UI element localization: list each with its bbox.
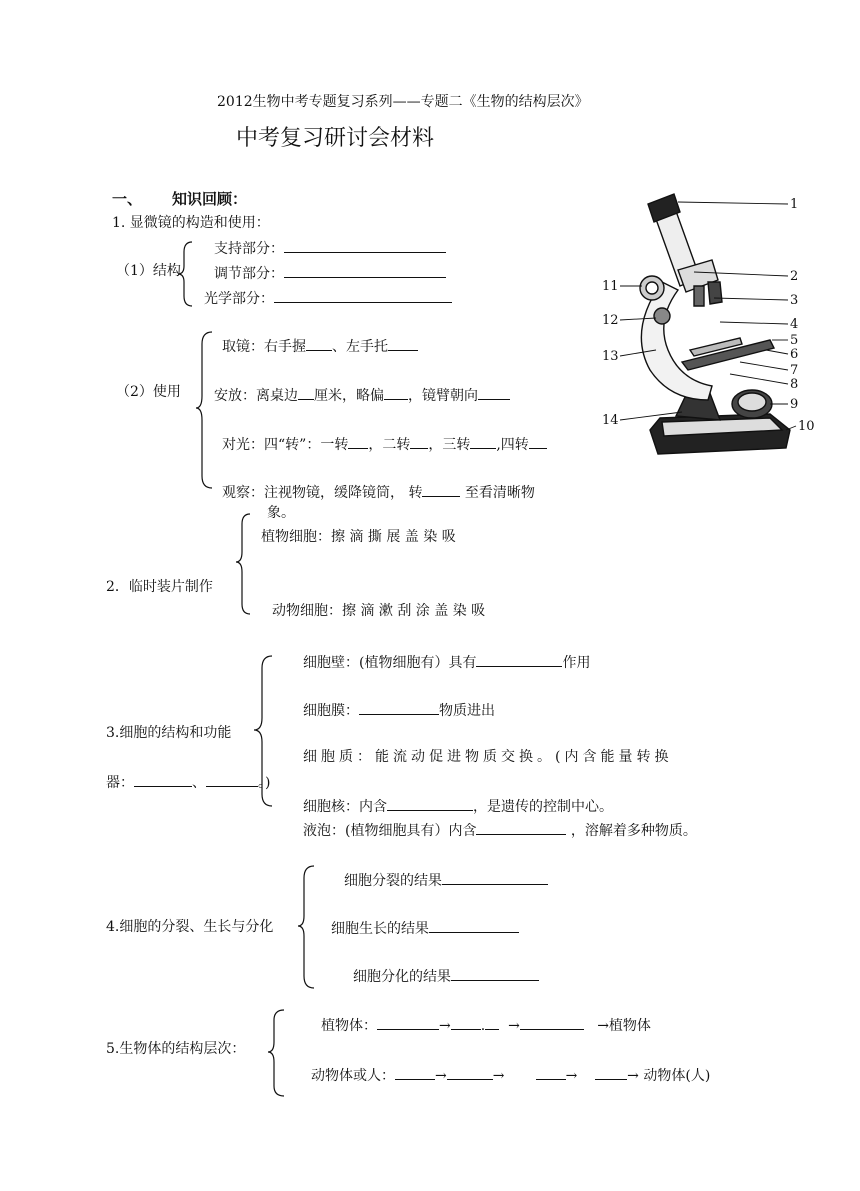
plant-level-blank-1[interactable] <box>377 1015 439 1030</box>
division-blank[interactable] <box>442 870 548 885</box>
label-4: 4 <box>790 317 799 332</box>
differentiation-text: 细胞分化的结果 <box>353 969 451 985</box>
take-step <box>222 336 418 356</box>
cell-membrane-row <box>303 700 495 720</box>
label-3: 3 <box>790 293 799 308</box>
optical-label: 光学部分： <box>204 291 274 307</box>
nucleus-text: 细胞核：内含 <box>303 799 387 815</box>
light-text-c: ，三转 <box>428 437 471 453</box>
cell-wall-blank[interactable] <box>476 652 562 667</box>
take-blank-1[interactable] <box>306 336 332 351</box>
organelle-text-c: 。) <box>258 775 271 791</box>
page-title: 中考复习研讨会材料 <box>236 126 435 151</box>
arrow-icon: → <box>492 1068 505 1084</box>
optical-blank[interactable] <box>274 288 452 303</box>
label-6: 6 <box>790 347 799 362</box>
arrow-icon: → <box>435 1068 447 1084</box>
q4-brace <box>296 864 318 990</box>
nucleus-row <box>303 796 613 816</box>
label-10: 10 <box>798 419 815 434</box>
division-row <box>344 870 548 890</box>
light-blank-2[interactable] <box>410 434 428 449</box>
vacuole-blank[interactable] <box>476 820 566 835</box>
organelle-text-b: 、 <box>192 775 206 791</box>
place-blank-1[interactable] <box>298 385 314 400</box>
plant-levels-row: 植物体： → . → →植物体 <box>321 1015 651 1035</box>
organelle-blank-2[interactable] <box>206 772 258 787</box>
q5-brace <box>266 1008 288 1098</box>
adjust-part <box>214 263 446 283</box>
organelle-text: 器： <box>106 775 134 791</box>
plant-levels-end: →植物体 <box>597 1018 651 1034</box>
observe-step <box>222 482 535 502</box>
light-text-a: 对光：四“转”：一转 <box>222 437 349 453</box>
cell-wall-text-b: 作用 <box>562 655 591 671</box>
animal-level-blank-2[interactable] <box>447 1065 493 1080</box>
place-text-a: 安放：离桌边 <box>214 388 298 404</box>
arrow-icon: → <box>565 1068 578 1084</box>
place-blank-2[interactable] <box>384 385 408 400</box>
animal-levels-row <box>311 1065 710 1085</box>
take-text-a: 取镜：右手握 <box>222 339 306 355</box>
place-text-c: ，镜臂朝向 <box>408 388 478 404</box>
animal-level-blank-4[interactable] <box>595 1065 627 1080</box>
growth-blank[interactable] <box>429 918 519 933</box>
adjust-blank[interactable] <box>284 263 446 278</box>
label-14: 14 <box>602 413 619 428</box>
light-text-b: ，二转 <box>368 437 411 453</box>
label-12: 12 <box>602 313 619 328</box>
support-label: 支持部分： <box>214 241 284 257</box>
label-11: 11 <box>602 279 619 294</box>
cell-membrane-text: 细胞膜： <box>303 703 359 719</box>
observe-text-b: 至看清晰物 <box>464 485 535 501</box>
take-blank-2[interactable] <box>388 336 418 351</box>
animal-cell-steps: 动物细胞：擦 滴 漱 刮 涂 盖 染 吸 <box>272 603 486 619</box>
q2-label: 2．临时装片制作 <box>106 579 213 595</box>
cell-wall-row <box>303 652 590 672</box>
use-label: （2）使用 <box>116 384 181 400</box>
label-5: 5 <box>790 333 799 348</box>
structure-label: （1）结构 <box>116 263 181 279</box>
differentiation-blank[interactable] <box>451 966 539 981</box>
plant-level-blank-2[interactable] <box>451 1015 481 1030</box>
arrow-icon: → <box>439 1018 451 1034</box>
nucleus-text-b: ，是遗传的控制中心。 <box>473 799 613 815</box>
q1-heading: 1. 显微镜的构造和使用： <box>112 215 270 231</box>
place-step <box>214 385 510 405</box>
animal-level-blank-1[interactable] <box>395 1065 435 1080</box>
place-text-b: 厘米，略偏 <box>314 388 384 404</box>
label-9: 9 <box>790 397 799 412</box>
light-step <box>222 434 547 454</box>
section-heading: 知识回顾： <box>172 190 248 208</box>
label-2: 2 <box>790 269 799 284</box>
q2-brace <box>234 512 254 616</box>
adjust-label: 调节部分： <box>214 266 284 282</box>
microscope-diagram <box>590 190 840 470</box>
q4-label: 4.细胞的分裂、生长与分化 <box>106 919 274 935</box>
organelle-row <box>106 772 270 792</box>
light-blank-1[interactable] <box>348 434 368 449</box>
q3-label: 3.细胞的结构和功能 <box>106 725 232 741</box>
differentiation-row <box>353 966 539 986</box>
plant-level-blank-2b[interactable] <box>485 1015 499 1030</box>
section-number: 一、 <box>112 190 143 208</box>
support-part <box>214 238 446 258</box>
use-brace <box>194 330 216 490</box>
q5-label: 5.生物体的结构层次： <box>106 1041 246 1057</box>
observe-text-a: 观察：注视物镜，缓降镜筒， 转 <box>222 485 423 501</box>
support-blank[interactable] <box>284 238 446 253</box>
label-13: 13 <box>602 349 619 364</box>
light-blank-4[interactable] <box>529 434 547 449</box>
vacuole-text-b: ，溶解着多种物质。 <box>570 823 697 839</box>
growth-text: 细胞生长的结果 <box>331 921 429 937</box>
vacuole-text: 液泡：(植物细胞具有）内含 <box>303 823 477 839</box>
place-blank-3[interactable] <box>478 385 510 400</box>
growth-row <box>331 918 519 938</box>
light-blank-3[interactable] <box>470 434 496 449</box>
plant-cell-steps: 植物细胞：擦 滴 撕 展 盖 染 吸 <box>261 529 456 545</box>
cell-wall-text: 细胞壁：(植物细胞有）具有 <box>303 655 477 671</box>
plant-levels-text: 植物体： <box>321 1018 377 1034</box>
take-text-b: 、左手托 <box>332 339 388 355</box>
cell-membrane-text-b: 物质进出 <box>439 703 495 719</box>
observe-continued: 象。 <box>267 505 295 521</box>
plant-level-blank-3[interactable] <box>520 1015 584 1030</box>
division-text: 细胞分裂的结果 <box>344 873 442 889</box>
observe-blank[interactable] <box>422 482 460 497</box>
optical-part <box>204 288 452 308</box>
organelle-blank-1[interactable] <box>134 772 192 787</box>
cell-membrane-blank[interactable] <box>359 700 439 715</box>
vacuole-row <box>303 820 697 840</box>
label-7: 7 <box>790 363 799 378</box>
animal-level-blank-3[interactable] <box>536 1065 566 1080</box>
cytoplasm-row: 细胞质：能流动促进物质交换。(内含能量转换 <box>303 749 673 765</box>
label-1: 1 <box>790 197 799 212</box>
animal-levels-text: 动物体或人： <box>311 1068 395 1084</box>
page-header: 2012生物中考专题复习系列——专题二《生物的结构层次》 <box>217 94 589 110</box>
structure-brace <box>176 240 196 308</box>
arrow-icon: → <box>508 1018 520 1034</box>
nucleus-blank[interactable] <box>387 796 473 811</box>
label-8: 8 <box>790 377 799 392</box>
light-text-d: ,四转 <box>496 437 529 453</box>
animal-levels-end: → 动物体(人) <box>627 1068 711 1084</box>
